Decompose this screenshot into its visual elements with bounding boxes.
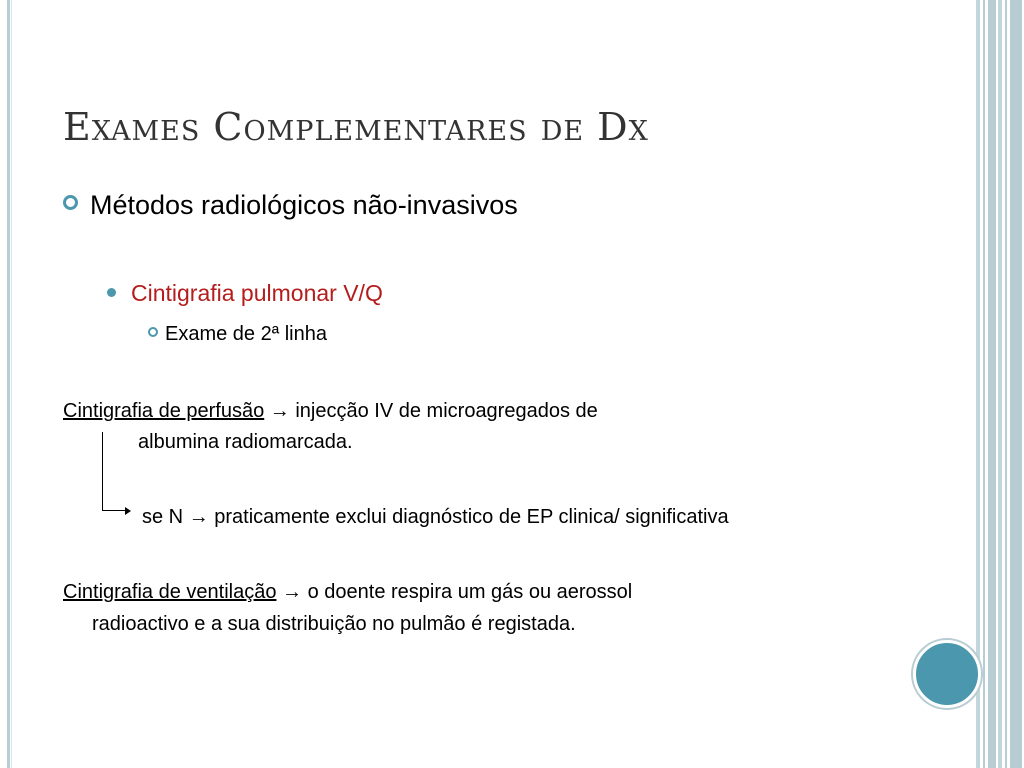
dot-bullet-icon (107, 288, 116, 297)
perfusion-paragraph (63, 397, 598, 425)
ring-bullet-icon (63, 195, 78, 210)
ventilation-term: Cintigrafia de ventilação (63, 581, 277, 603)
perfusion-paragraph-continuation (138, 428, 353, 456)
right-frame-stripe (998, 0, 1002, 768)
perfusion-text-line1: injecção IV de microagregados de (295, 400, 598, 422)
right-frame-stripe (988, 0, 996, 768)
bullet-level1 (63, 190, 518, 221)
perfusion-result-text: praticamente exclui diagnóstico de EP clinica/ significativa (214, 506, 729, 528)
elbow-connector-horizontal (102, 510, 126, 511)
small-ring-bullet-icon (148, 327, 158, 337)
right-frame-stripe (1005, 0, 1007, 768)
right-frame-stripe (983, 0, 985, 768)
ventilation-text-line1: o doente respira um gás ou aerossol (307, 581, 633, 603)
ventilation-paragraph-continuation (92, 610, 576, 638)
right-frame-stripe (1010, 0, 1022, 768)
bullet-level1-text: Métodos radiológicos não-invasivos (90, 190, 518, 220)
ventilation-text-line2: radioactivo e a sua distribuição no pulmão é registada. (92, 613, 576, 635)
connector-arrowhead-icon (125, 507, 131, 515)
perfusion-term: Cintigrafia de perfusão (63, 400, 265, 422)
decorative-circle (913, 640, 981, 708)
perfusion-text-line2: albumina radiomarcada. (138, 431, 353, 453)
right-frame-stripe (976, 0, 980, 768)
right-arrow-icon: → (269, 400, 290, 422)
ventilation-paragraph (63, 578, 632, 606)
left-frame-line-thin (11, 0, 12, 768)
slide-title: Exames Complementares de Dx (63, 105, 649, 149)
right-arrow-icon: → (188, 506, 209, 528)
bullet-level2 (107, 280, 383, 307)
elbow-connector-vertical (102, 432, 103, 510)
perfusion-result-prefix: se N (142, 506, 184, 528)
bullet-level3 (148, 323, 327, 346)
bullet-level3-text: Exame de 2ª linha (165, 323, 327, 345)
right-arrow-icon: → (282, 581, 303, 603)
left-frame-line (7, 0, 10, 768)
bullet-level2-text: Cintigrafia pulmonar V/Q (131, 280, 383, 306)
perfusion-result (142, 503, 729, 531)
